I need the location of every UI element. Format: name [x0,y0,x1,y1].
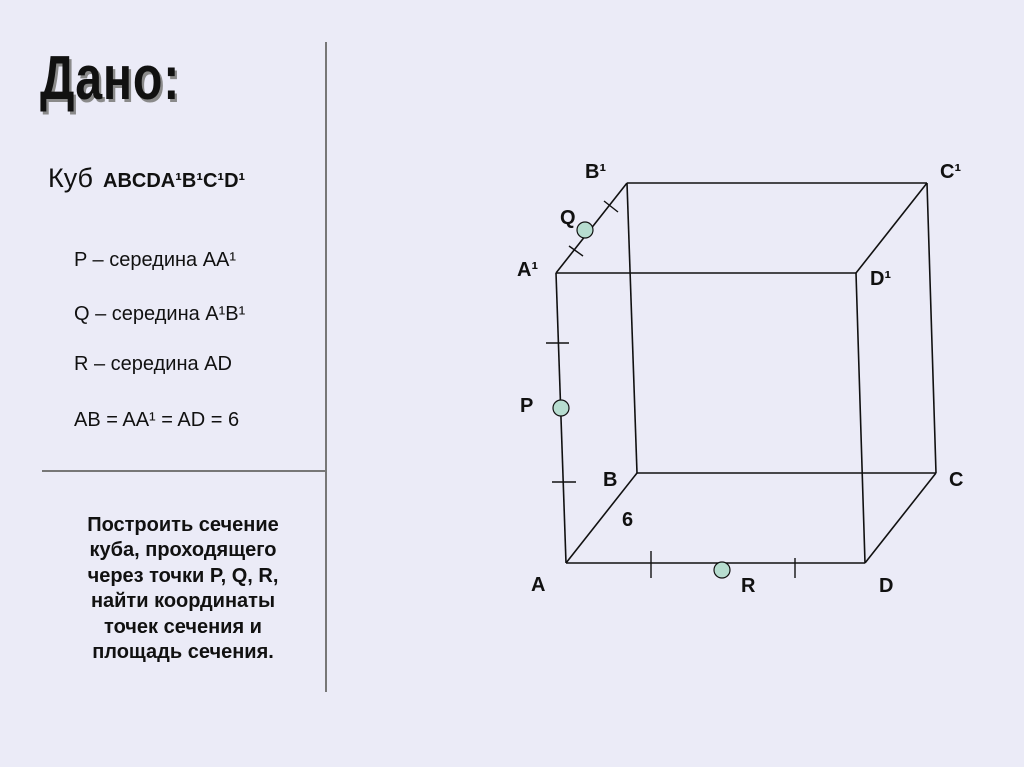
label-p: P [520,395,534,417]
point-q-marker [577,222,593,238]
label-b: B [603,469,618,491]
edge-d1c1 [856,183,927,273]
label-d1: D¹ [870,268,892,290]
label-d: D [879,575,894,597]
cube-edges [556,183,936,563]
edge-bb1 [627,183,637,473]
given-p-midpoint: P – середина AA¹ [74,249,237,271]
label-c1: C¹ [940,161,962,183]
task-line: площадь сечения. [92,640,274,663]
edge-dc [865,473,936,563]
slide-title: Дано: [40,44,181,113]
given-edge-equality: AB = AA¹ = AD = 6 [74,409,240,431]
point-p-marker [553,400,569,416]
given-r-midpoint: R – середина AD [74,353,232,375]
section-points [553,222,730,578]
label-a: A [531,574,546,596]
midpoint-tick-marks [546,201,795,578]
cube-word: Куб [48,163,93,193]
label-q: Q [560,207,576,229]
cube-name: ABCDA¹B¹C¹D¹ [103,170,246,192]
label-a1: A¹ [517,259,539,281]
label-r: R [741,575,756,597]
edge-length-label: 6 [622,509,634,531]
task-line: через точки P, Q, R, [87,564,279,587]
edge-cc1 [927,183,936,473]
task-line: куба, проходящего [89,539,277,562]
label-b1: B¹ [585,161,607,183]
label-c: C [949,469,964,491]
edge-dd1 [856,273,865,563]
task-line: найти координаты [90,590,276,613]
task-line: Построить сечение [87,514,279,536]
given-q-midpoint: Q – середина A¹B¹ [74,303,246,325]
task-line: точек сечения и [104,615,262,638]
edge-aa1 [556,273,566,563]
point-r-marker [714,562,730,578]
